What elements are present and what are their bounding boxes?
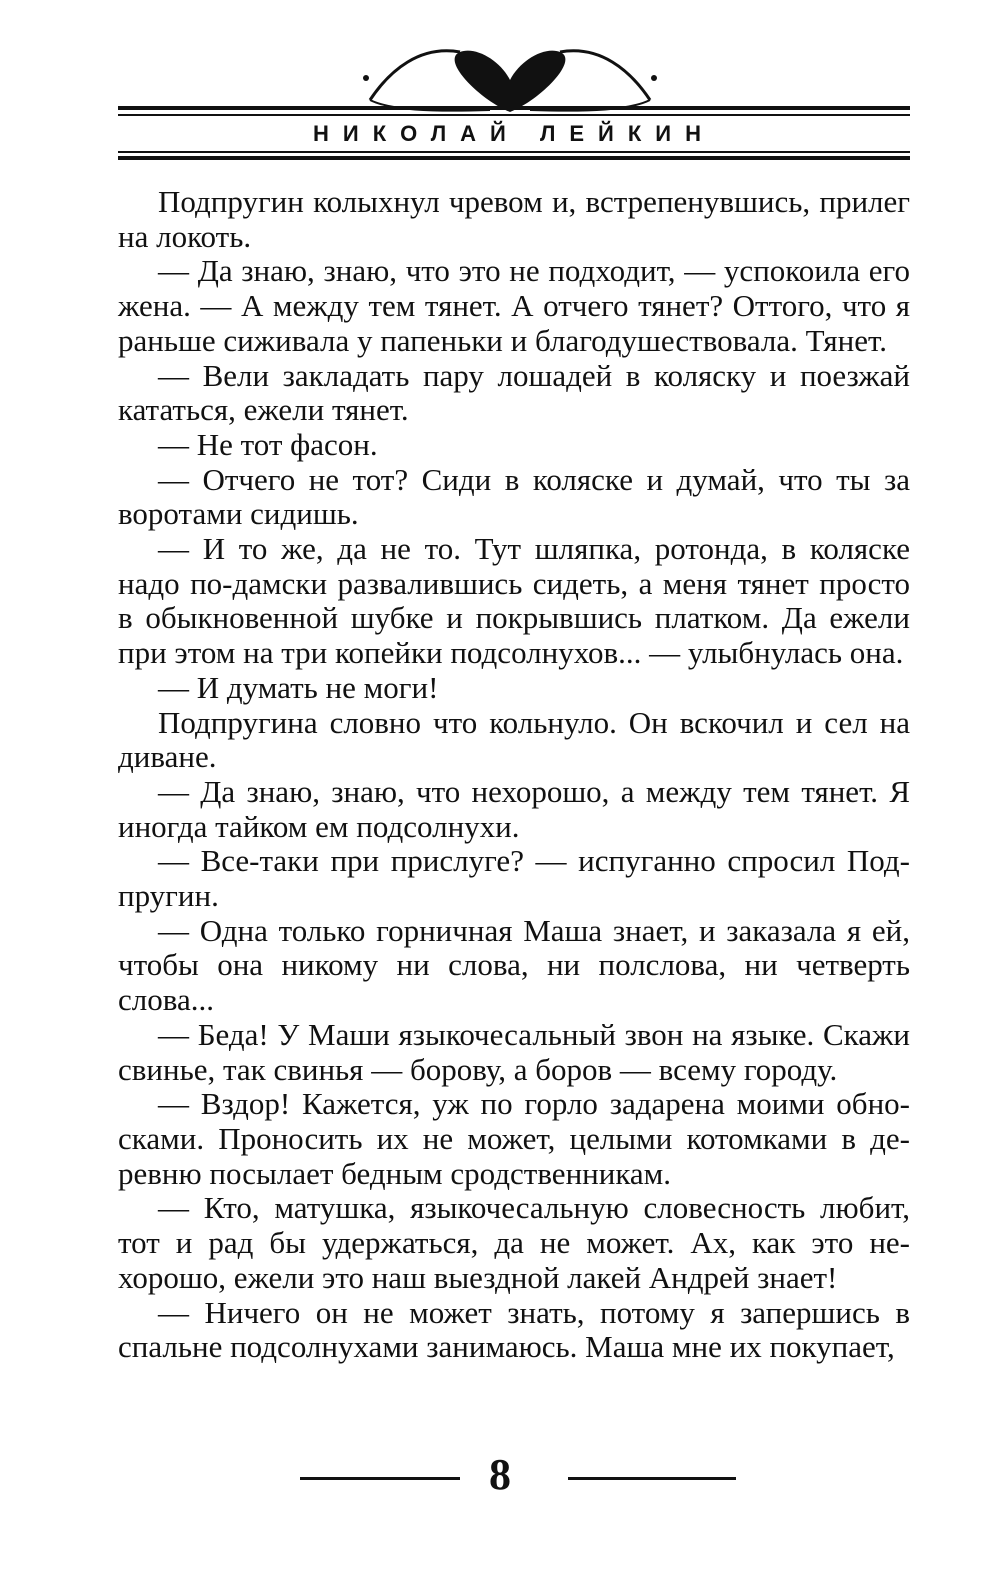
paragraph: — И то же, да не то. Тут шляпка, ротонда, в коляске надо по-дамски развалившись сидеть, а меня тянет просто в обыкновенной шубке и покрывшись платком. Да ежели при этом на три копейки подсолнухов... — улыбнулась она. <box>118 531 910 671</box>
header-rule-bottom-thick <box>118 156 910 160</box>
paragraph: — И думать не моги! <box>158 669 439 705</box>
paragraph: — Ничего он не может знать, потому я запершись в спальне подсолнухами занимаюсь. Маша мне их покупает, <box>118 1294 910 1365</box>
body-text <box>118 185 910 1365</box>
paragraph: — Все-таки при прислуге? — испуганно спросил Подпругин. <box>118 843 910 914</box>
header-rule-top-thick <box>118 106 910 110</box>
paragraph: — Беда! У Маши языкочесальный звон на языке. Скажи свинье, так свинья — борову, а боров — всему городу. <box>118 1016 910 1087</box>
page-number: 8 <box>489 1450 511 1499</box>
paragraph: — Вели закладать пару лошадей в коляску и поезжай кататься, ежели тянет. <box>118 357 910 428</box>
running-head-author: НИКОЛАЙ ЛЕЙКИН <box>313 121 715 146</box>
header-rule-bottom-thin <box>118 151 910 153</box>
footer-rule-left <box>300 1477 460 1480</box>
paragraph: — Отчего не тот? Сиди в коляске и думай, что ты за воротами сидишь. <box>118 461 910 532</box>
paragraph: — Да знаю, знаю, что это не подходит, — успокоила его жена. — А между тем тянет. А отчего тянет? Оттого, что я раньше сиживала у папеньки и благодушествовала. Тянет. <box>118 253 910 358</box>
paragraph: — Не тот фасон. <box>158 426 378 462</box>
paragraph: — Вздор! Кажется, уж по горло задарена моими обносками. Проносить их не может, целыми котомками в деревню посылает бедным сродственникам. <box>118 1086 910 1191</box>
paragraph: Подпругин колыхнул чревом и, встрепенувшись, прилег на локоть. <box>118 184 910 254</box>
paragraph: — Да знаю, знаю, что нехорошо, а между тем тянет. Я иногда тайком ем подсолнухи. <box>118 773 910 844</box>
paragraph: Подпругина словно что кольнуло. Он вскочил и сел на диване. <box>118 704 910 775</box>
page-footer <box>0 1445 1000 1505</box>
paragraph: — Кто, матушка, языкочесальную словесность любит, тот и рад бы удержаться, да не может. Ах, как это нехорошо, ежели это наш выездной лакей Андрей знает! <box>118 1190 910 1295</box>
paragraph: — Одна только горничная Маша знает, и заказала я ей, чтобы она никому ни слова, ни полслова, ни четверть слова... <box>118 912 910 1018</box>
header-rule-top-thin <box>118 114 910 116</box>
footer-rule-right <box>568 1477 736 1480</box>
